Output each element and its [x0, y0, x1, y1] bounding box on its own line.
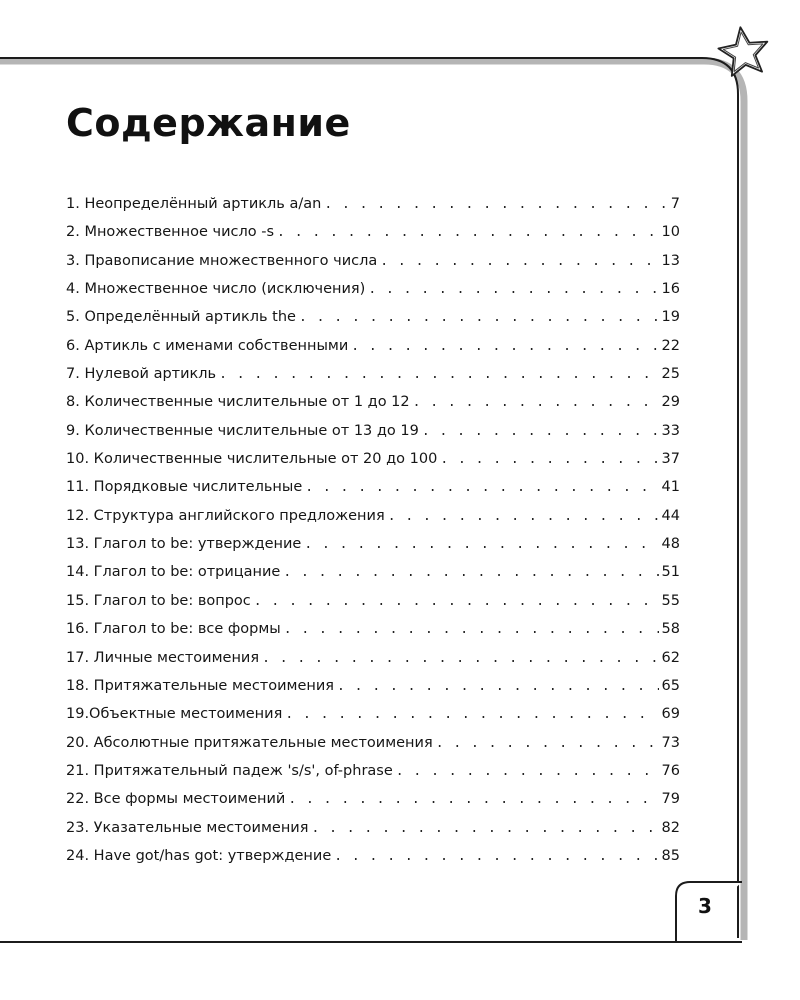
leader-dots — [305, 480, 658, 495]
page-title: Содержание — [66, 101, 351, 145]
toc-entry-title: 17. Личные местоимения — [66, 649, 260, 666]
leader-dots — [337, 679, 659, 694]
toc-entry-page: 33 — [661, 422, 680, 439]
leader-dots — [283, 565, 658, 580]
toc-entry-title: 5. Определённый артикль the — [66, 309, 296, 326]
toc-entry-title: 4. Множественное число (исключения) — [66, 281, 366, 298]
leader-dots — [422, 424, 659, 439]
toc-entry-page: 51 — [661, 564, 680, 581]
toc-entry-page: 48 — [661, 536, 680, 553]
toc-entry[interactable] — [66, 536, 680, 564]
toc-entry[interactable] — [66, 564, 680, 592]
leader-dots — [304, 537, 658, 552]
toc-entry-page: 13 — [661, 252, 680, 269]
toc-entry[interactable] — [66, 735, 680, 763]
leader-dots — [285, 707, 658, 722]
toc-entry-title: 9. Количественные числительные от 13 до 19 — [66, 422, 419, 439]
toc-entry[interactable] — [66, 706, 680, 734]
toc-entry-page: 37 — [661, 451, 680, 468]
leader-dots — [396, 764, 659, 779]
star-outline-icon — [716, 24, 771, 77]
toc-entry-title: 12. Структура английского предложения — [66, 507, 385, 524]
toc-entry[interactable] — [66, 423, 680, 451]
toc-entry-page: 10 — [661, 224, 680, 241]
leader-dots — [334, 849, 658, 864]
toc-entry[interactable] — [66, 338, 680, 366]
toc-entry-page: 82 — [661, 819, 680, 836]
leader-dots — [219, 367, 658, 382]
toc-entry-page: 19 — [661, 309, 680, 326]
toc-entry[interactable] — [66, 650, 680, 678]
leader-dots — [351, 339, 658, 354]
toc-entry[interactable] — [66, 451, 680, 479]
toc-entry-page: 41 — [661, 479, 680, 496]
toc-entry[interactable] — [66, 848, 680, 876]
toc-entry[interactable] — [66, 281, 680, 309]
leader-dots — [388, 509, 659, 524]
toc-entry-title: 22. Все формы местоимений — [66, 791, 286, 808]
toc-entry-title: 20. Абсолютные притяжательные местоимения — [66, 734, 433, 751]
toc-entry-title: 19.Объектные местоимения — [66, 706, 283, 723]
toc-entry-page: 62 — [661, 649, 680, 666]
toc-entry-page: 76 — [661, 762, 680, 779]
toc-entry-page: 69 — [661, 706, 680, 723]
toc-entry-title: 11. Порядковые числительные — [66, 479, 303, 496]
leader-dots — [368, 282, 658, 297]
table-of-contents — [66, 196, 680, 876]
leader-dots — [413, 395, 659, 410]
leader-dots — [288, 792, 658, 807]
toc-entry-page: 16 — [661, 281, 680, 298]
leader-dots — [380, 254, 658, 269]
toc-entry-title: 8. Количественные числительные от 1 до 12 — [66, 394, 410, 411]
toc-entry-title: 18. Притяжательные местоимения — [66, 677, 335, 694]
toc-entry-title: 3. Правописание множественного числа — [66, 252, 378, 269]
toc-entry-title: 10. Количественные числительные от 20 до 100 — [66, 451, 438, 468]
toc-entry-page: 73 — [661, 734, 680, 751]
leader-dots — [284, 622, 659, 637]
toc-entry-page: 55 — [661, 592, 680, 609]
toc-entry-page: 7 — [670, 196, 680, 212]
toc-entry[interactable] — [66, 791, 680, 819]
toc-entry[interactable] — [66, 366, 680, 394]
leader-dots — [436, 736, 659, 751]
leader-dots — [254, 594, 659, 609]
toc-entry-title: 2. Множественное число -s — [66, 224, 275, 241]
toc-entry-page: 79 — [661, 791, 680, 808]
toc-entry-title: 7. Нулевой артикль — [66, 366, 217, 383]
toc-entry-page: 25 — [661, 366, 680, 383]
toc-entry-page: 29 — [661, 394, 680, 411]
leader-dots — [277, 225, 659, 240]
toc-entry[interactable] — [66, 394, 680, 422]
leader-dots — [262, 651, 658, 666]
toc-entry-title: 24. Have got/has got: утверждение — [66, 847, 332, 864]
toc-entry[interactable] — [66, 678, 680, 706]
toc-entry-page: 22 — [661, 337, 680, 354]
toc-entry-page: 65 — [661, 677, 680, 694]
toc-entry-page: 44 — [661, 507, 680, 524]
toc-entry-page: 58 — [661, 621, 680, 638]
toc-entry-title: 6. Артикль с именами собственными — [66, 337, 349, 354]
toc-entry-title: 1. Неопределённый артикль a/an — [66, 196, 322, 212]
toc-entry[interactable] — [66, 224, 680, 252]
toc-entry-title: 14. Глагол to be: отрицание — [66, 564, 281, 581]
toc-entry[interactable] — [66, 820, 680, 848]
toc-entry-title: 16. Глагол to be: все формы — [66, 621, 281, 638]
toc-entry[interactable] — [66, 479, 680, 507]
leader-dots — [299, 310, 659, 325]
toc-entry[interactable] — [66, 763, 680, 791]
toc-entry[interactable] — [66, 621, 680, 649]
leader-dots — [324, 197, 667, 212]
page-number: 3 — [698, 894, 712, 918]
toc-entry-title: 15. Глагол to be: вопрос — [66, 592, 251, 609]
toc-entry-title: 13. Глагол to be: утверждение — [66, 536, 302, 553]
leader-dots — [440, 452, 658, 467]
toc-entry-title: 23. Указательные местоимения — [66, 819, 309, 836]
toc-entry[interactable] — [66, 593, 680, 621]
toc-entry[interactable] — [66, 253, 680, 281]
toc-entry-page: 85 — [661, 847, 680, 864]
toc-entry[interactable] — [66, 508, 680, 536]
toc-entry[interactable] — [66, 309, 680, 337]
toc-entry[interactable] — [66, 196, 680, 224]
toc-entry-title: 21. Притяжательный падеж 's/s', of-phrase — [66, 762, 393, 779]
leader-dots — [311, 821, 658, 836]
